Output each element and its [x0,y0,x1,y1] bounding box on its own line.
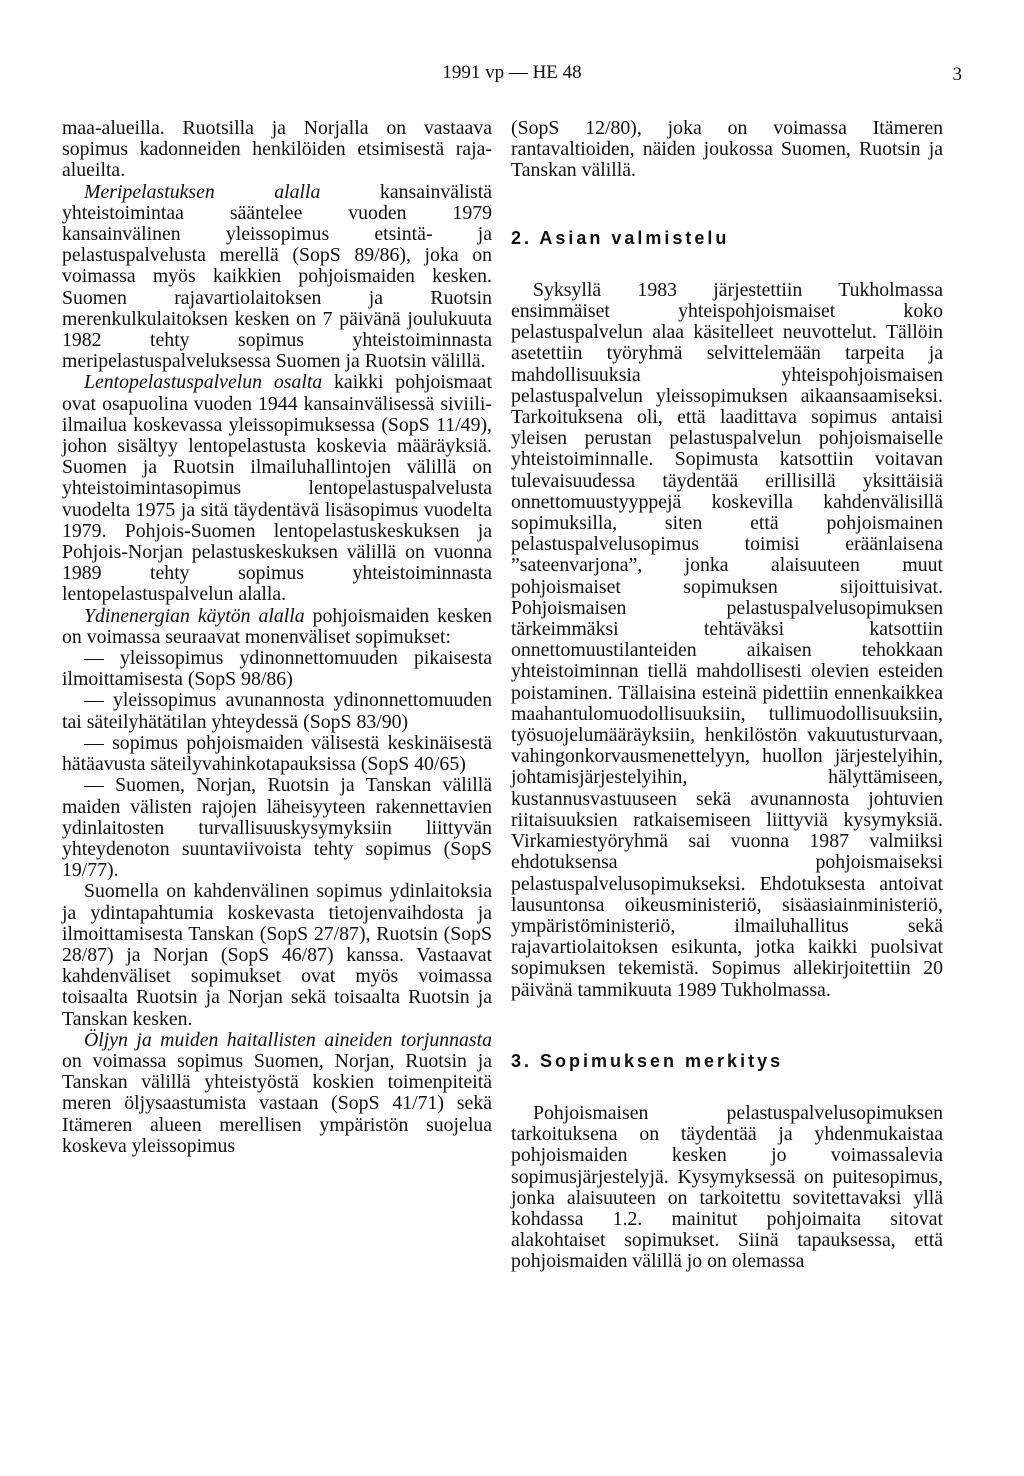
italic-lead-air: Lentopelastuspalvelun osalta [84,371,323,394]
left-column [62,118,492,1157]
paragraph-continuation: (SopS 12/80), joka on voimassa Itämeren rantavaltioiden, näiden joukossa Suomen, Ruotsin ja Tanskan välillä. [511,117,943,182]
page-header [62,62,962,92]
paragraph-nuclear [62,606,492,648]
paragraph-preparation: Syksyllä 1983 järjestettiin Tukholmassa ensimmäiset yhteispohjoismaiset koko pelastuspalvelun alaa käsitelleet neuvottelut. Tällöin asetettiin työryhmä selvittelemään tarpeita ja mahdollisuuksia yhteispohjoismaisen pelastuspalvelun yleissopimuksen aikaansaamiseksi. Tarkoituksena oli, että laadittava sopimus antaisi yleisen perustan pelastuspalvelun pohjoismaiselle yhteistoiminnalle. Sopimusta katsottiin voitavan tulevaisuudessa täydentää erillisillä yksittäisiä onnettomuustyyppejä koskevilla kahdenvälisillä sopimuksilla, siten että pohjoismainen pelastuspalvelusopimus toimisi eräänlaisena ”sateenvarjona”, jonka alaisuuteen muut pohjoismaiset sopimuksen sijoittuisivat. Pohjoismaisen pelastuspalvelusopimuksen tärkeimmäksi tehtäväksi katsottiin onnettomuustilanteiden aikaisen tehokkaan yhteistoiminnan tiellä mahdollisesti olevien esteiden poistaminen. Tällaisina esteinä pidettiin ennenkaikkea maahantulomuodollisuuksiin, tullimuodollisuuksiin, työsuojelumääräyksiin, henkilöstön vakuutusturvaan, vahingonkorvausmenettelyyn, huollon järjestelyihin, johtamisjärjestelyihin, hälyttämiseen, kustannusvastuuseen sekä avunannosta johtuvien riitaisuuksien ratkaisemiseen liittyviä kysymyksiä. Virkamiestyöryhmä sai vuonna 1987 valmiiksi ehdotuksensa pohjoismaiseksi pelastuspalvelusopimukseksi. Ehdotuksesta antoivat lausuntonsa oikeusministeriö, sisäasiainministeriö, ympäristöministeriö, ilmailuhallitus sekä rajavartiolaitoksen esikunta, jotka kaikki puolsivat sopimuksen tekemistä. Sopimus allekirjoitettiin 20 päivänä tammikuuta 1989 Tukholmassa. [511,278,943,1001]
paragraph-significance: Pohjoismaisen pelastuspalvelusopimuksen tarkoituksena on täydentää ja yhdenmukaistaa pohjoismaiden kesken jo voimassalevia sopimusjärjestelyjä. Kysymyksessä on puitesopimus, jonka alaisuuteen on tarkoitettu sovitettavaksi yllä kohdassa 1.2. mainitut pohjoimaita sitovat alakohtaiset sopimukset. Siinä tapauksessa, että pohjoismaiden välillä jo on olemassa [511,1101,943,1273]
italic-lead-nuclear: Ydinenergian käytön alalla [84,604,305,627]
section-heading-3: 3. Sopimuksen merkitys [511,1050,784,1071]
right-column [511,118,943,1273]
list-item: — sopimus pohjoismaiden välisestä keskinäisestä hätäavusta säteilyvahinkotapauksissa (SopS 40/65) [62,731,492,776]
italic-lead-maritime: Meripelastuksen alalla [84,180,321,203]
paragraph-text: pohjoismaiden kesken on voimassa seuraavat monenväliset sopimukset: [62,604,492,648]
running-title: 1991 vp — HE 48 [442,62,582,83]
paragraph-bilateral: Suomella on kahdenvälinen sopimus ydinlaitoksia ja ydintapahtumia koskevasta tietojenvaihdosta ja ilmoittamisesta Tanskan (SopS 27/87), Ruotsin (SopS 28/87) ja Norjan (SopS 46/87) kanssa. Vastaavat kahdenväliset sopimukset ovat myös voimassa toisaalta Ruotsin ja Norjan sekä toisaalta Ruotsin ja Tanskan kesken. [62,880,492,1030]
paragraph-oil [62,1030,492,1157]
list-item: — yleissopimus avunannosta ydinonnettomuuden tai säteilyhätätilan yhteydessä (SopS 83/90) [62,689,492,733]
list-item: — Suomen, Norjan, Ruotsin ja Tanskan välillä maiden välisten rajojen läheisyyteen rakennettavien ydinlaitosten turvallisuuskysymyksiin liittyvän yhteydenoton suuntaviivoista tehty sopimus (SopS 19/77). [62,774,492,882]
page-number: 3 [952,64,962,85]
italic-lead-oil: Öljyn ja muiden haitallisten aineiden torjunnasta [84,1028,492,1051]
paragraph-text: on voimassa sopimus Suomen, Norjan, Ruotsin ja Tanskan välillä yhteistyöstä koskien toimenpiteitä meren öljysaastumista vastaan (SopS 41/71) sekä Itämeren alueen merellisen ympäristön suojelua koskeva yleissopimus [62,1049,492,1157]
paragraph-air-rescue [62,372,492,605]
list-item: — yleissopimus ydinonnettomuuden pikaisesta ilmoittamisesta (SopS 98/86) [62,647,492,691]
paragraph-text: kaikki pohjoismaat ovat osapuolina vuoden 1944 kansainvälisessä siviili-ilmailua koskevassa yleissopimuksessa (SopS 11/49), johon sisältyy lentopelastusta koskevia määräyksiä. Suomen ja Ruotsin ilmailuhallintojen välillä on yhteistoimintasopimus lentopelastuspalvelusta vuodelta 1975 ja sitä täydentävä lisäsopimus vuodelta 1979. Pohjois-Suomen lentopelastuskeskuksen ja Pohjois-Norjan pelastuskeskuksen välillä on vuonna 1989 tehty sopimus yhteistoiminnasta lentopelastuspalvelun alalla. [62,371,492,606]
paragraph-search-agreement: maa-alueilla. Ruotsilla ja Norjalla on vastaava sopimus kadonneiden henkilöiden etsimisestä raja-alueilta. [62,117,492,182]
paragraph-maritime-rescue [62,182,492,373]
section-heading-2: 2. Asian valmistelu [511,227,730,248]
paragraph-text: kansainvälistä yhteistoimintaa sääntelee vuoden 1979 kansainvälinen yleissopimus etsintä- ja pelastuspalvelusta merellä (SopS 89/86), joka on voimassa myös kaikkien pohjoismaiden kesken. Suomen rajavartiolaitoksen ja Ruotsin merenkulkulaitoksen kesken on 7 päivänä joulukuuta 1982 tehty sopimus yhteistoiminnasta meripelastuspalveluksessa Suomen ja Ruotsin välillä. [62,180,492,373]
